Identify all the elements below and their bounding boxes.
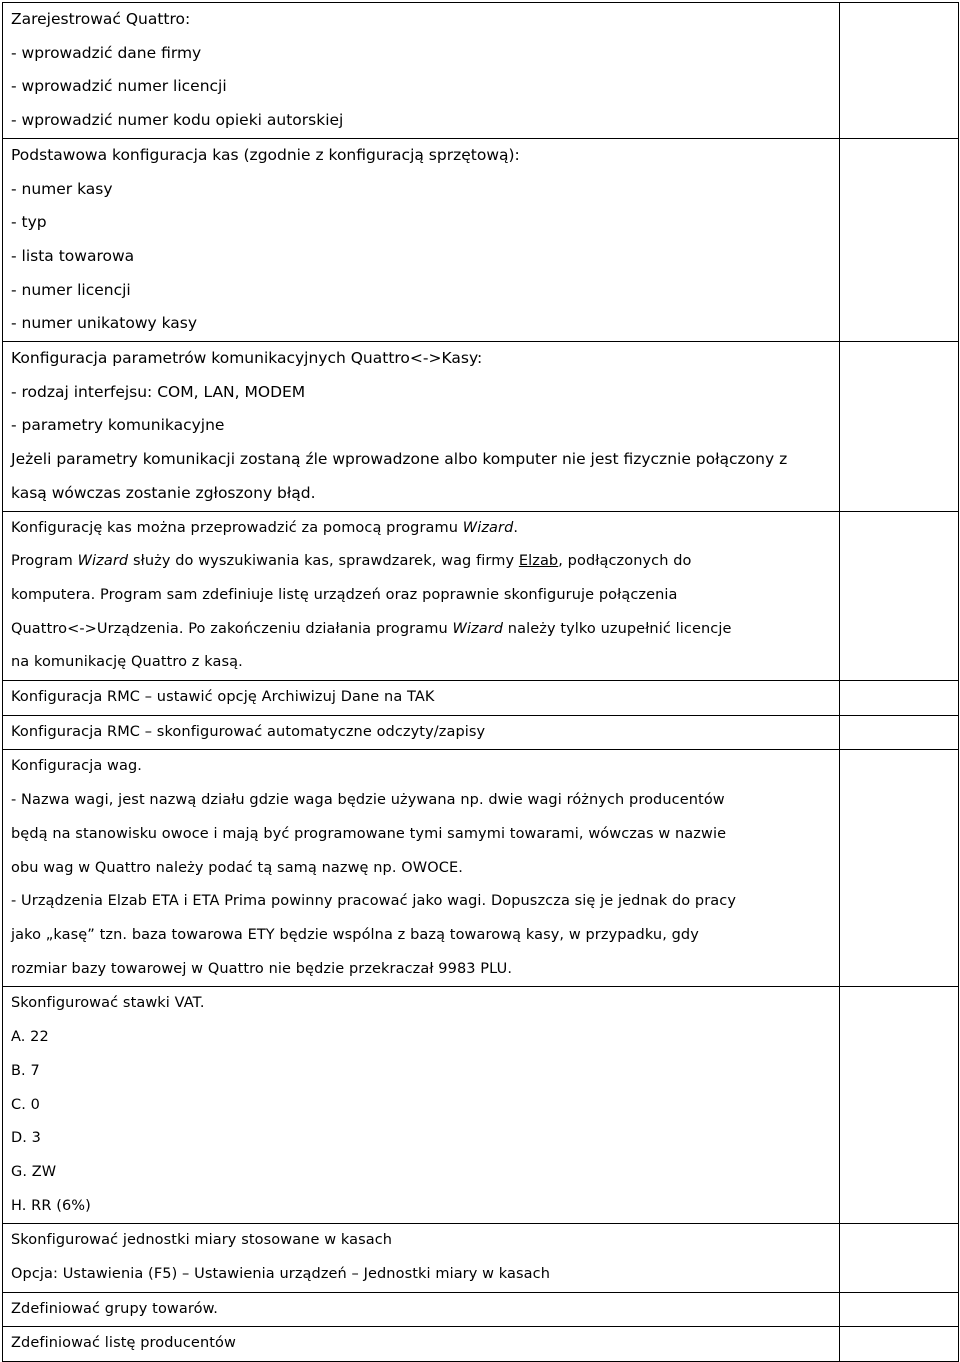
task-text: - typ — [11, 213, 47, 232]
task-text: Konfigurację kas można przeprowadzić za pomocą programu — [11, 519, 463, 536]
task-text: - Nazwa wagi, jest nazwą działu gdzie waga będzie używana np. dwie wagi różnych producentów — [11, 792, 725, 809]
task-text: rozmiar bazy towarowej w Quattro nie będzie przekraczał 9983 PLU. — [11, 960, 513, 977]
brand-name: Elzab — [518, 553, 559, 570]
table-row — [3, 1327, 959, 1362]
task-text: na komunikację Quattro z kasą. — [11, 654, 243, 671]
task-line — [3, 1122, 839, 1156]
task-line — [3, 953, 839, 987]
task-cell — [3, 3, 840, 139]
task-line — [3, 613, 839, 647]
table-row — [3, 750, 959, 987]
task-text: C. 0 — [11, 1096, 40, 1113]
task-text: , podłączonych do — [558, 553, 692, 570]
task-text: Podstawowa konfiguracja kas (zgodnie z konfiguracją sprzętową): — [11, 145, 520, 164]
task-cell — [3, 715, 840, 750]
task-text: - numer unikatowy kasy — [11, 314, 198, 333]
task-line — [3, 1021, 839, 1055]
task-line — [3, 716, 839, 750]
task-text: obu wag w Quattro należy podać tą samą nazwę np. OWOCE. — [11, 859, 463, 876]
task-line — [3, 1258, 839, 1292]
task-text: Skonfigurować stawki VAT. — [11, 995, 205, 1012]
task-cell — [3, 681, 840, 716]
task-text: - Urządzenia Elzab ETA i ETA Prima powinny pracować jako wagi. Dopuszcza się je jednak do pracy — [11, 893, 737, 910]
task-line — [3, 104, 839, 138]
task-line — [3, 477, 839, 511]
task-cell — [3, 138, 840, 341]
task-text: - wprowadzić numer licencji — [11, 77, 227, 96]
task-text: H. RR (6%) — [11, 1197, 91, 1214]
task-line — [3, 376, 839, 410]
task-text: - wprowadzić dane firmy — [11, 43, 202, 62]
task-text: jako „kasę” tzn. baza towarowa ETY będzie wspólna z bazą towarową kasy, w przypadku, gdy — [11, 926, 699, 943]
task-cell — [3, 1224, 840, 1292]
status-cell — [840, 342, 959, 512]
status-cell — [840, 750, 959, 987]
task-line — [3, 646, 839, 680]
task-text: kasą wówczas zostanie zgłoszony błąd. — [11, 483, 316, 502]
task-text: - wprowadzić numer kodu opieki autorskiej — [11, 111, 344, 130]
task-text: Konfiguracja wag. — [11, 758, 142, 775]
task-line — [3, 1055, 839, 1089]
task-text: Zarejestrować Quattro: — [11, 10, 191, 28]
task-line — [3, 240, 839, 274]
status-cell — [840, 681, 959, 716]
task-line — [3, 987, 839, 1021]
task-line — [3, 70, 839, 104]
task-line — [3, 173, 839, 207]
task-text: . — [513, 519, 519, 536]
status-cell — [840, 715, 959, 750]
status-cell — [840, 1292, 959, 1327]
task-line — [3, 274, 839, 308]
task-text: G. ZW — [11, 1163, 57, 1180]
table-row — [3, 681, 959, 716]
task-line — [3, 139, 839, 173]
task-text: Quattro<->Urządzenia. Po zakończeniu działania programu — [11, 620, 453, 637]
task-text: - lista towarowa — [11, 246, 135, 265]
task-text: Opcja: Ustawienia (F5) – Ustawienia urządzeń – Jednostki miary w kasach — [11, 1266, 551, 1283]
task-line — [3, 1327, 839, 1361]
task-cell — [3, 750, 840, 987]
task-text: - parametry komunikacyjne — [11, 416, 225, 435]
status-cell — [840, 1327, 959, 1362]
task-text: - numer kasy — [11, 179, 113, 198]
checklist-table — [2, 2, 959, 1362]
table-row — [3, 715, 959, 750]
task-line — [3, 681, 839, 715]
checklist-body — [3, 3, 959, 1362]
task-text: będą na stanowisku owoce i mają być programowane tymi samymi towarami, wówczas w nazwie — [11, 825, 727, 842]
task-cell — [3, 1327, 840, 1362]
task-text: Skonfigurować jednostki miary stosowane w kasach — [11, 1232, 393, 1249]
status-cell — [840, 987, 959, 1224]
task-text: Zdefiniować grupy towarów. — [11, 1300, 218, 1317]
task-text: - rodzaj interfejsu: COM, LAN, MODEM — [11, 382, 306, 401]
task-text: należy tylko uzupełnić licencje — [503, 620, 732, 637]
task-text: Konfiguracja parametrów komunikacyjnych Quattro<->Kasy: — [11, 349, 483, 368]
table-row — [3, 342, 959, 512]
task-line — [3, 750, 839, 784]
task-cell — [3, 987, 840, 1224]
task-line — [3, 1156, 839, 1190]
task-text: Jeżeli parametry komunikacji zostaną źle wprowadzone albo komputer nie jest fizycznie połączony z — [11, 450, 788, 469]
task-cell — [3, 511, 840, 681]
task-text: A. 22 — [11, 1029, 49, 1046]
task-line — [3, 579, 839, 613]
task-line — [3, 443, 839, 477]
table-row — [3, 1292, 959, 1327]
table-row — [3, 987, 959, 1224]
task-cell — [3, 1292, 840, 1327]
status-cell — [840, 511, 959, 681]
task-text: Zdefiniować listę producentów — [11, 1335, 236, 1352]
task-line — [3, 409, 839, 443]
task-line — [3, 206, 839, 240]
task-line — [3, 784, 839, 818]
task-text: komputera. Program sam zdefiniuje listę urządzeń oraz poprawnie skonfiguruje połączenia — [11, 586, 678, 603]
table-row — [3, 138, 959, 341]
task-line — [3, 3, 839, 37]
task-line — [3, 885, 839, 919]
task-text: B. 7 — [11, 1062, 40, 1079]
task-line — [3, 1190, 839, 1224]
table-row — [3, 1224, 959, 1292]
program-name: Wizard — [452, 620, 504, 637]
task-line — [3, 1224, 839, 1258]
task-line — [3, 1293, 839, 1327]
program-name: Wizard — [462, 519, 514, 536]
task-text: Konfiguracja RMC – ustawić opcję Archiwizuj Dane na TAK — [11, 689, 435, 706]
table-row — [3, 3, 959, 139]
task-line — [3, 1089, 839, 1123]
task-line — [3, 342, 839, 376]
task-line — [3, 37, 839, 71]
task-line — [3, 818, 839, 852]
task-text: D. 3 — [11, 1130, 42, 1147]
task-line — [3, 919, 839, 953]
status-cell — [840, 3, 959, 139]
task-text: służy do wyszukiwania kas, sprawdzarek, wag firmy — [128, 553, 519, 570]
task-text: Konfiguracja RMC – skonfigurować automatyczne odczyty/zapisy — [11, 723, 486, 740]
task-line — [3, 307, 839, 341]
task-cell — [3, 342, 840, 512]
task-text: - numer licencji — [11, 280, 131, 299]
task-text: Program — [11, 553, 78, 570]
status-cell — [840, 1224, 959, 1292]
task-line — [3, 545, 839, 579]
program-name: Wizard — [77, 553, 129, 570]
status-cell — [840, 138, 959, 341]
task-line — [3, 512, 839, 546]
table-row — [3, 511, 959, 681]
task-line — [3, 852, 839, 886]
